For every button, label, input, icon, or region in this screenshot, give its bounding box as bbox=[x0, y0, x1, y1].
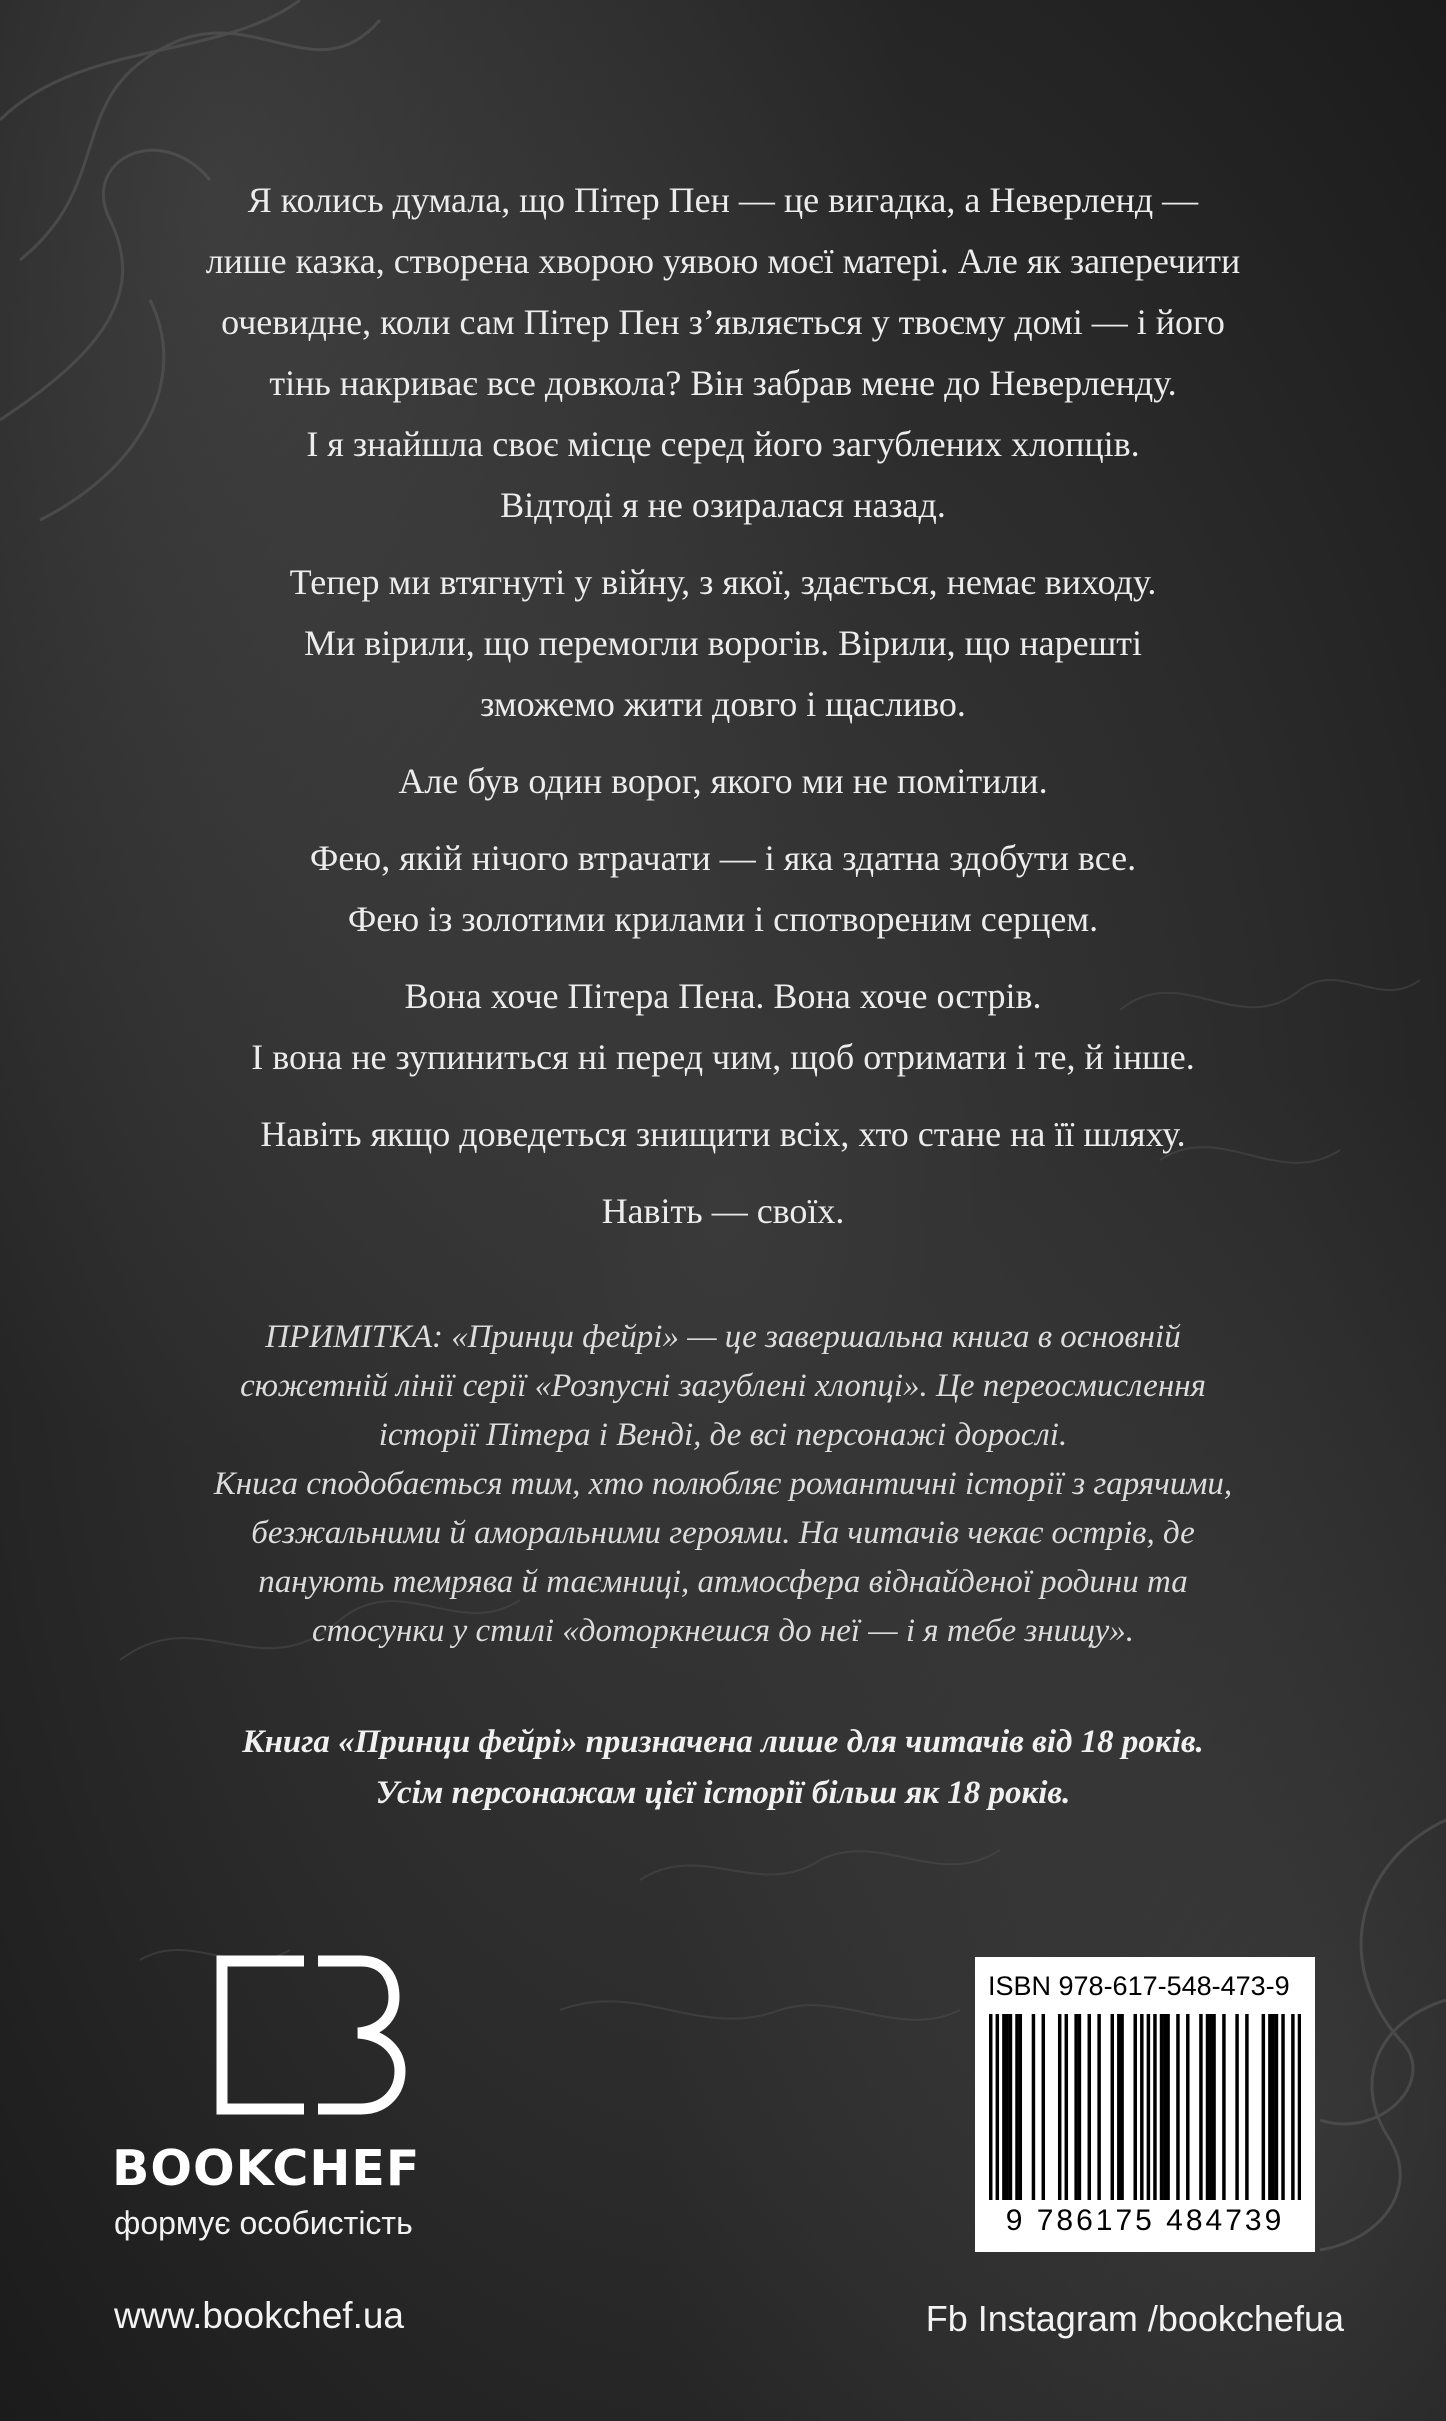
barcode-icon bbox=[989, 2014, 1301, 2200]
barcode-bar bbox=[1140, 2014, 1143, 2200]
blurb bbox=[120, 170, 1326, 1258]
blurb-paragraph: Тепер ми втягнуті у війну, з якої, здається, немає виходу. Ми вірили, що перемогли ворогів. Вірили, що нарешті зможемо жити довго і щасливо. bbox=[289, 562, 1157, 724]
barcode-bar bbox=[1298, 2014, 1301, 2200]
barcode-bar bbox=[1163, 2014, 1166, 2200]
barcode-bar bbox=[1074, 2014, 1077, 2200]
isbn-label: ISBN 978-617-548-473-9 bbox=[988, 1971, 1290, 2001]
barcode-bar bbox=[1002, 2014, 1005, 2200]
blurb-paragraph: Навіть — своїх. bbox=[601, 1191, 845, 1231]
ean-digits: 9 786175 484739 bbox=[1005, 2204, 1285, 2237]
age-notice: Книга «Принци фейрі» призначена лише для читачів від 18 років. Усім персонажам цієї історії більш як 18 років. bbox=[242, 1724, 1204, 1811]
barcode-bar bbox=[1009, 2014, 1012, 2200]
barcode-bar bbox=[1186, 2014, 1189, 2200]
barcode-bar bbox=[1065, 2014, 1068, 2200]
barcode-bar bbox=[1262, 2014, 1265, 2200]
blurb-paragraph: Я колись думала, що Пітер Пен — це вигадка, а Неверленд — лише казка, створена хворою уявою моєї матері. Але як заперечити очевидне, коли сам Пітер Пен з’являється у твоєму домі — і його тінь накриває все довкола? Він забрав мене до Неверленду. І я знайшла своє місце серед його загублених хлопців. Відтоді я не озиралася назад. bbox=[205, 180, 1241, 525]
barcode-panel bbox=[975, 1957, 1315, 2252]
barcode-bar bbox=[1222, 2014, 1225, 2200]
barcode-bar bbox=[1235, 2014, 1238, 2200]
barcode-bar bbox=[996, 2014, 999, 2200]
barcode-bar bbox=[1019, 2014, 1022, 2200]
barcode-bar bbox=[1032, 2014, 1035, 2200]
barcode-bar bbox=[1042, 2014, 1045, 2200]
barcode-bar bbox=[1176, 2014, 1179, 2200]
barcode-bar bbox=[1206, 2014, 1209, 2200]
barcode-bar bbox=[1166, 2014, 1169, 2200]
editor-note: ПРИМІТКА: «Принци фейрі» — це завершальна книга в основній сюжетній лінії серії «Розпусні загублені хлопці». Це переосмислення історії Пітера і Венді, де всі персонажі дорослі. Книга сподобається тим, хто полюбляє романтичні історії з гарячими, безжальними й аморальними героями. На читачів чекає острів, де панують темрява й таємниці, атмосфера віднайденої родини та стосунки у стилі «доторкнешся до неї — і я тебе знищу». bbox=[213, 1319, 1233, 1649]
barcode-bar bbox=[1117, 2014, 1120, 2200]
barcode-bar bbox=[1111, 2014, 1114, 2200]
blurb-paragraph: Фею, якій нічого втрачати — і яка здатна здобути все. Фею із золотими крилами і спотвореним серцем. bbox=[309, 838, 1137, 939]
publisher-tagline: формує особистість bbox=[114, 2205, 413, 2241]
barcode-bar bbox=[1199, 2014, 1202, 2200]
barcode-bar bbox=[1015, 2014, 1018, 2200]
publisher-name: BOOKCHEF bbox=[112, 2140, 421, 2197]
barcode-bar bbox=[1212, 2014, 1215, 2200]
barcode-bar bbox=[1153, 2014, 1156, 2200]
barcode-bar bbox=[989, 2014, 992, 2200]
barcode-bar bbox=[1088, 2014, 1091, 2200]
barcode-bar bbox=[1271, 2014, 1274, 2200]
barcode-bar bbox=[1134, 2014, 1137, 2200]
barcode-bar bbox=[1291, 2014, 1294, 2200]
blurb-paragraph: Навіть якщо доведеться знищити всіх, хто стане на її шляху. bbox=[260, 1114, 1186, 1154]
barcode-bar bbox=[1245, 2014, 1248, 2200]
barcode-bar bbox=[1097, 2014, 1100, 2200]
barcode-bar bbox=[1160, 2014, 1163, 2200]
barcode-bar bbox=[1268, 2014, 1271, 2200]
publisher-website[interactable]: www.bookchef.ua bbox=[114, 2295, 405, 2336]
barcode-bar bbox=[1147, 2014, 1150, 2200]
barcode-bar bbox=[1005, 2014, 1008, 2200]
barcode-bar bbox=[1209, 2014, 1212, 2200]
barcode-bar bbox=[1058, 2014, 1061, 2200]
barcode-bar bbox=[1120, 2014, 1123, 2200]
barcode-bar bbox=[1275, 2014, 1278, 2200]
blurb-paragraph: Але був один ворог, якого ми не помітили. bbox=[398, 761, 1048, 801]
barcode-bar bbox=[1281, 2014, 1284, 2200]
bookchef-logo-icon bbox=[216, 1955, 406, 2115]
blurb-paragraph: Вона хоче Пітера Пена. Вона хоче острів. І вона не зупиниться ні перед чим, щоб отримати і те, й інше. bbox=[251, 976, 1195, 1077]
barcode-bar bbox=[1078, 2014, 1081, 2200]
publisher-social[interactable]: Fb Instagram /bookchefua bbox=[925, 2298, 1344, 2339]
